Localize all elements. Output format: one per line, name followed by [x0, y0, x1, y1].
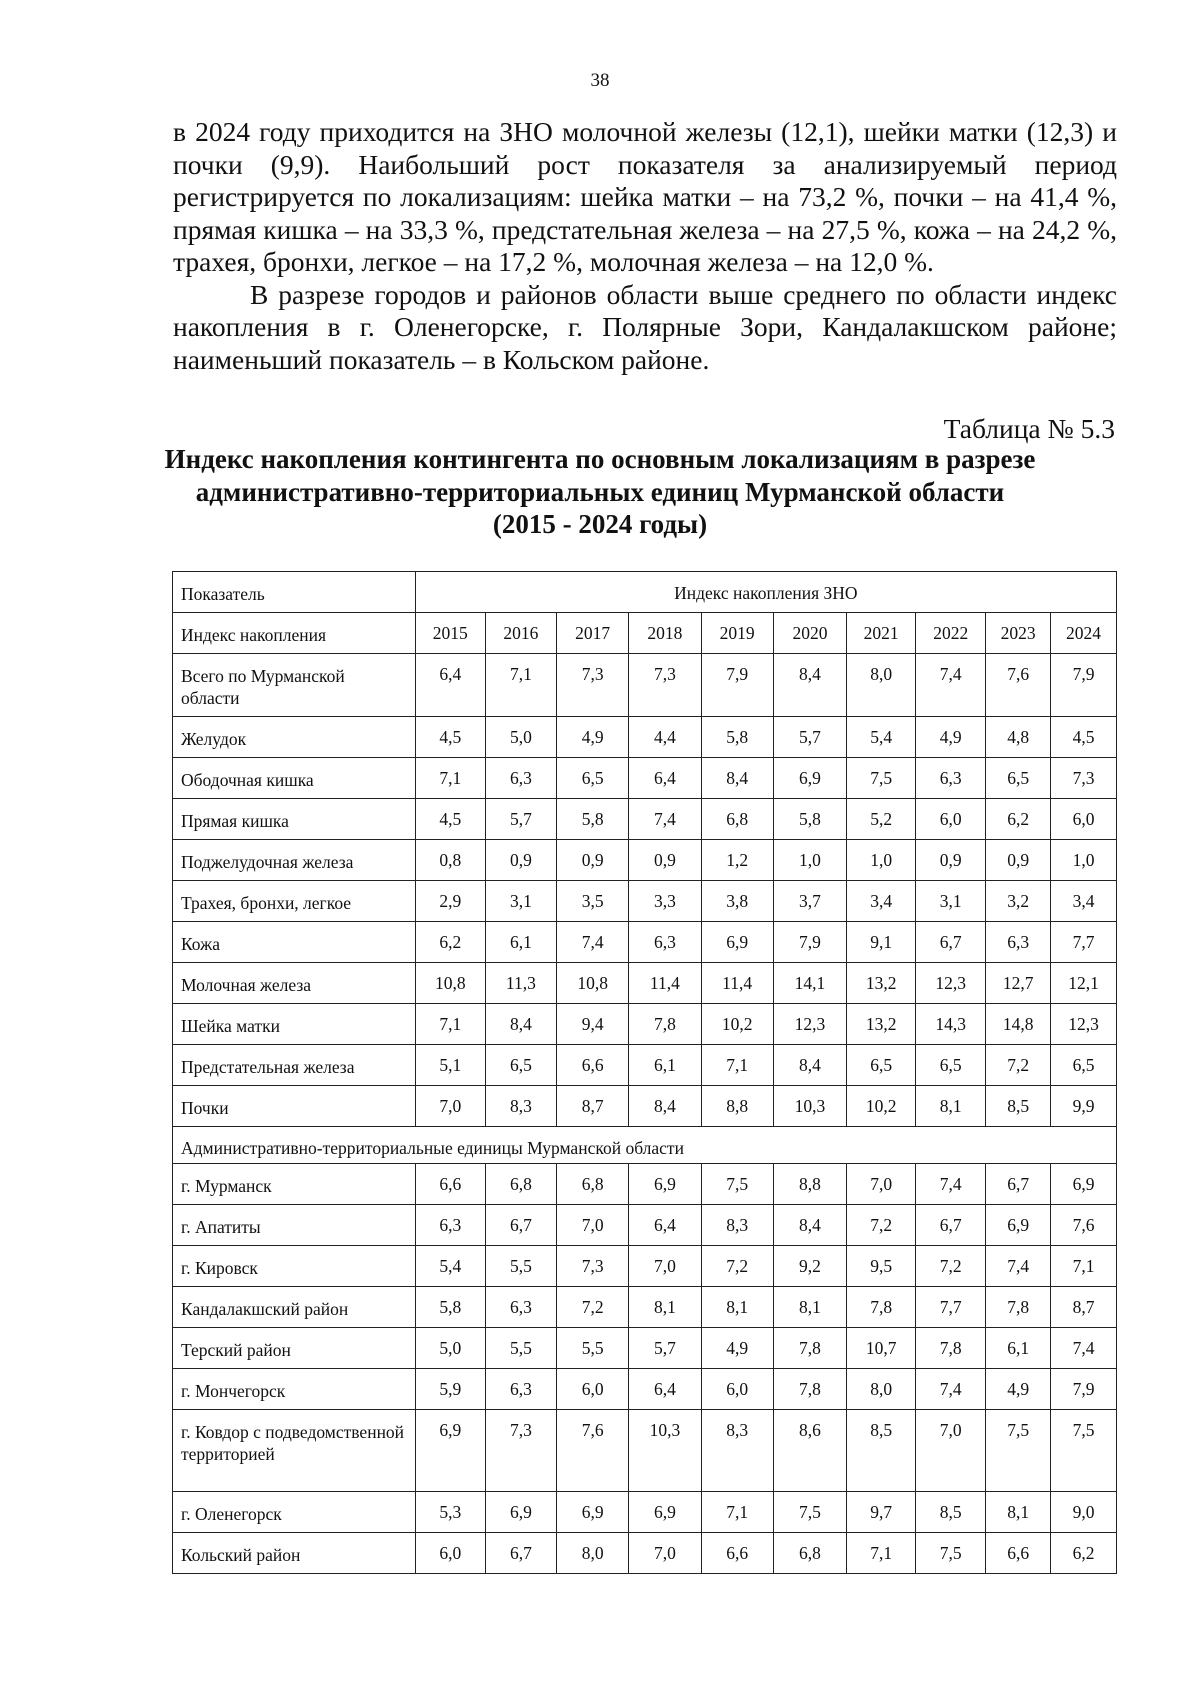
value-cell: 7,8	[986, 1287, 1051, 1328]
value-cell: 6,3	[916, 758, 986, 799]
value-cell: 9,0	[1051, 1492, 1117, 1533]
value-cell: 7,9	[1051, 654, 1117, 717]
value-cell: 6,4	[629, 1369, 701, 1410]
subheader-index-cell: Индекс накопления	[173, 613, 416, 654]
value-cell: 4,9	[916, 717, 986, 758]
value-cell: 2,9	[415, 881, 485, 922]
value-cell: 7,5	[701, 1164, 773, 1205]
value-cell: 7,5	[1051, 1410, 1117, 1492]
value-cell: 7,8	[629, 1004, 701, 1045]
value-cell: 11,3	[485, 963, 556, 1004]
value-cell: 7,8	[847, 1287, 916, 1328]
value-cell: 4,5	[415, 799, 485, 840]
value-cell: 8,5	[847, 1410, 916, 1492]
row-label-cell: Прямая кишка	[173, 799, 416, 840]
value-cell: 3,1	[916, 881, 986, 922]
value-cell: 12,1	[1051, 963, 1117, 1004]
table-title-line-2: административно-территориальных единиц Мурманской области	[195, 476, 1005, 507]
value-cell: 7,8	[916, 1328, 986, 1369]
row-label-cell: Почки	[173, 1086, 416, 1127]
value-cell: 8,3	[485, 1086, 556, 1127]
value-cell: 10,3	[629, 1410, 701, 1492]
row-label-cell: г. Ковдор с подведомственной территорией	[173, 1410, 416, 1492]
value-cell: 6,9	[557, 1492, 629, 1533]
table-row	[173, 1287, 1117, 1328]
section-label-cell: Административно-территориальные единицы Мурманской области	[173, 1127, 1117, 1164]
value-cell: 7,1	[701, 1492, 773, 1533]
value-cell: 6,6	[986, 1533, 1051, 1574]
value-cell: 9,2	[773, 1246, 846, 1287]
value-cell: 6,5	[485, 1045, 556, 1086]
value-cell: 4,9	[701, 1328, 773, 1369]
value-cell: 4,5	[415, 717, 485, 758]
value-cell: 6,5	[916, 1045, 986, 1086]
value-cell: 7,8	[773, 1328, 846, 1369]
value-cell: 5,8	[773, 799, 846, 840]
value-cell: 7,4	[916, 654, 986, 717]
value-cell: 6,6	[557, 1045, 629, 1086]
value-cell: 6,9	[415, 1410, 485, 1492]
value-cell: 6,2	[1051, 1533, 1117, 1574]
row-label-cell: Кольский район	[173, 1533, 416, 1574]
value-cell: 7,6	[1051, 1205, 1117, 1246]
value-cell: 7,4	[629, 799, 701, 840]
value-cell: 11,4	[701, 963, 773, 1004]
year-header-cell: 2023	[986, 613, 1051, 654]
value-cell: 3,5	[557, 881, 629, 922]
value-cell: 3,3	[629, 881, 701, 922]
value-cell: 13,2	[847, 963, 916, 1004]
row-label-cell: Шейка матки	[173, 1004, 416, 1045]
value-cell: 1,0	[847, 840, 916, 881]
table-number: Таблица № 5.3	[943, 413, 1115, 444]
table-row	[173, 1328, 1117, 1369]
row-label-cell: Молочная железа	[173, 963, 416, 1004]
value-cell: 8,1	[986, 1492, 1051, 1533]
value-cell: 0,8	[415, 840, 485, 881]
value-cell: 3,2	[986, 881, 1051, 922]
value-cell: 5,0	[415, 1328, 485, 1369]
paragraph-continuation: в 2024 году приходится на ЗНО молочной железы (12,1), шейки матки (12,3) и почки (9,9). Наибольший рост показателя за анализируемый период регистрируется по локализациям: шейка матки – на 73,2 %, почки – на 41,4 %, прямая кишка – на 33,3 %, предстательная железа – на 27,5 %, кожа – на 24,2 %, трахея, бронхи, легкое – на 17,2 %, молочная железа – на 12,0 %.	[173, 116, 1117, 277]
value-cell: 0,9	[986, 840, 1051, 881]
value-cell: 7,5	[847, 758, 916, 799]
section-header-row	[173, 1127, 1117, 1164]
year-header-cell: 2020	[773, 613, 846, 654]
value-cell: 6,9	[701, 922, 773, 963]
value-cell: 7,1	[485, 654, 556, 717]
table-row	[173, 1533, 1117, 1574]
value-cell: 10,7	[847, 1328, 916, 1369]
value-cell: 3,4	[847, 881, 916, 922]
value-cell: 6,7	[916, 1205, 986, 1246]
value-cell: 0,9	[485, 840, 556, 881]
value-cell: 6,4	[629, 758, 701, 799]
value-cell: 6,4	[629, 1205, 701, 1246]
value-cell: 7,1	[1051, 1246, 1117, 1287]
value-cell: 7,0	[415, 1086, 485, 1127]
value-cell: 7,0	[916, 1410, 986, 1492]
value-cell: 6,7	[986, 1164, 1051, 1205]
table-row	[173, 1246, 1117, 1287]
table-header-row	[173, 572, 1117, 613]
value-cell: 6,7	[485, 1533, 556, 1574]
value-cell: 9,7	[847, 1492, 916, 1533]
value-cell: 7,0	[629, 1533, 701, 1574]
value-cell: 7,3	[557, 1246, 629, 1287]
row-label-cell: Кожа	[173, 922, 416, 963]
value-cell: 7,7	[1051, 922, 1117, 963]
value-cell: 7,4	[986, 1246, 1051, 1287]
year-header-cell: 2021	[847, 613, 916, 654]
year-header-cell: 2024	[1051, 613, 1117, 654]
value-cell: 8,4	[773, 1205, 846, 1246]
table-row	[173, 717, 1117, 758]
paragraph-territories: В разрезе городов и районов области выше среднего по области индекс накопления в г. Оленегорске, г. Полярные Зори, Кандалакшском районе; наименьший показатель – в Кольском районе.	[173, 278, 1117, 375]
value-cell: 6,8	[773, 1533, 846, 1574]
value-cell: 6,1	[629, 1045, 701, 1086]
value-cell: 7,7	[916, 1287, 986, 1328]
value-cell: 5,4	[415, 1246, 485, 1287]
value-cell: 6,8	[701, 799, 773, 840]
value-cell: 8,3	[701, 1410, 773, 1492]
row-label-cell: Поджелудочная железа	[173, 840, 416, 881]
value-cell: 5,5	[557, 1328, 629, 1369]
value-cell: 5,1	[415, 1045, 485, 1086]
value-cell: 6,8	[557, 1164, 629, 1205]
accumulation-index-table	[172, 571, 1117, 1574]
table-row	[173, 1492, 1117, 1533]
value-cell: 8,0	[847, 654, 916, 717]
value-cell: 7,5	[773, 1492, 846, 1533]
value-cell: 9,1	[847, 922, 916, 963]
value-cell: 8,4	[773, 1045, 846, 1086]
value-cell: 8,1	[701, 1287, 773, 1328]
value-cell: 5,3	[415, 1492, 485, 1533]
value-cell: 7,4	[916, 1164, 986, 1205]
value-cell: 5,7	[773, 717, 846, 758]
value-cell: 7,1	[415, 1004, 485, 1045]
table-row	[173, 654, 1117, 717]
value-cell: 7,1	[847, 1533, 916, 1574]
table-row	[173, 1410, 1117, 1492]
value-cell: 10,2	[701, 1004, 773, 1045]
value-cell: 5,5	[485, 1328, 556, 1369]
row-label-cell: Ободочная кишка	[173, 758, 416, 799]
value-cell: 11,4	[629, 963, 701, 1004]
header-indicator-cell: Показатель	[173, 572, 416, 613]
value-cell: 6,3	[485, 758, 556, 799]
row-label-cell: г. Апатиты	[173, 1205, 416, 1246]
value-cell: 0,9	[557, 840, 629, 881]
table-row	[173, 1086, 1117, 1127]
value-cell: 4,4	[629, 717, 701, 758]
value-cell: 7,5	[916, 1533, 986, 1574]
value-cell: 4,9	[986, 1369, 1051, 1410]
value-cell: 5,2	[847, 799, 916, 840]
value-cell: 8,8	[701, 1086, 773, 1127]
row-label-cell: Терский район	[173, 1328, 416, 1369]
table-row	[173, 840, 1117, 881]
value-cell: 1,2	[701, 840, 773, 881]
year-header-cell: 2017	[557, 613, 629, 654]
row-label-cell: г. Оленегорск	[173, 1492, 416, 1533]
value-cell: 7,1	[415, 758, 485, 799]
value-cell: 8,0	[557, 1533, 629, 1574]
value-cell: 5,0	[485, 717, 556, 758]
value-cell: 3,8	[701, 881, 773, 922]
value-cell: 6,2	[986, 799, 1051, 840]
value-cell: 4,9	[557, 717, 629, 758]
value-cell: 8,4	[485, 1004, 556, 1045]
table-row	[173, 1004, 1117, 1045]
value-cell: 7,0	[629, 1246, 701, 1287]
value-cell: 7,4	[916, 1369, 986, 1410]
value-cell: 7,2	[916, 1246, 986, 1287]
value-cell: 5,4	[847, 717, 916, 758]
value-cell: 10,3	[773, 1086, 846, 1127]
value-cell: 1,0	[1051, 840, 1117, 881]
value-cell: 6,9	[773, 758, 846, 799]
value-cell: 6,3	[485, 1369, 556, 1410]
value-cell: 14,8	[986, 1004, 1051, 1045]
value-cell: 10,8	[415, 963, 485, 1004]
value-cell: 7,5	[986, 1410, 1051, 1492]
header-index-span-cell: Индекс накопления ЗНО	[415, 572, 1116, 613]
value-cell: 12,7	[986, 963, 1051, 1004]
value-cell: 8,5	[986, 1086, 1051, 1127]
value-cell: 5,8	[557, 799, 629, 840]
value-cell: 6,0	[415, 1533, 485, 1574]
value-cell: 7,4	[1051, 1328, 1117, 1369]
value-cell: 7,3	[485, 1410, 556, 1492]
value-cell: 10,8	[557, 963, 629, 1004]
value-cell: 7,9	[1051, 1369, 1117, 1410]
body-text	[173, 116, 1117, 376]
row-label-cell: Желудок	[173, 717, 416, 758]
table-row	[173, 799, 1117, 840]
value-cell: 6,9	[485, 1492, 556, 1533]
row-label-cell: г. Мончегорск	[173, 1369, 416, 1410]
value-cell: 7,0	[557, 1205, 629, 1246]
value-cell: 7,6	[986, 654, 1051, 717]
value-cell: 0,9	[916, 840, 986, 881]
value-cell: 8,4	[773, 654, 846, 717]
year-header-cell: 2015	[415, 613, 485, 654]
row-label-cell: Всего по Мурманской области	[173, 654, 416, 717]
value-cell: 7,6	[557, 1410, 629, 1492]
value-cell: 6,9	[629, 1492, 701, 1533]
value-cell: 6,4	[415, 654, 485, 717]
value-cell: 7,4	[557, 922, 629, 963]
row-label-cell: г. Мурманск	[173, 1164, 416, 1205]
value-cell: 7,9	[701, 654, 773, 717]
value-cell: 6,5	[557, 758, 629, 799]
value-cell: 6,7	[485, 1205, 556, 1246]
value-cell: 8,5	[916, 1492, 986, 1533]
value-cell: 9,5	[847, 1246, 916, 1287]
value-cell: 7,3	[629, 654, 701, 717]
value-cell: 9,9	[1051, 1086, 1117, 1127]
row-label-cell: Кандалакшский район	[173, 1287, 416, 1328]
value-cell: 6,0	[557, 1369, 629, 1410]
value-cell: 10,2	[847, 1086, 916, 1127]
value-cell: 6,5	[1051, 1045, 1117, 1086]
value-cell: 6,9	[986, 1205, 1051, 1246]
table-row	[173, 1205, 1117, 1246]
table-row	[173, 1164, 1117, 1205]
value-cell: 6,8	[485, 1164, 556, 1205]
value-cell: 6,1	[986, 1328, 1051, 1369]
year-header-cell: 2019	[701, 613, 773, 654]
table-body	[173, 572, 1117, 1574]
value-cell: 7,2	[986, 1045, 1051, 1086]
value-cell: 6,6	[701, 1533, 773, 1574]
page-number: 38	[590, 70, 610, 91]
value-cell: 6,5	[847, 1045, 916, 1086]
value-cell: 4,8	[986, 717, 1051, 758]
value-cell: 8,7	[557, 1086, 629, 1127]
value-cell: 12,3	[1051, 1004, 1117, 1045]
year-header-cell: 2016	[485, 613, 556, 654]
value-cell: 8,1	[629, 1287, 701, 1328]
value-cell: 6,0	[701, 1369, 773, 1410]
value-cell: 8,1	[916, 1086, 986, 1127]
value-cell: 12,3	[773, 1004, 846, 1045]
value-cell: 6,9	[629, 1164, 701, 1205]
value-cell: 9,4	[557, 1004, 629, 1045]
value-cell: 7,0	[847, 1164, 916, 1205]
value-cell: 5,8	[415, 1287, 485, 1328]
value-cell: 5,5	[485, 1246, 556, 1287]
value-cell: 6,7	[916, 922, 986, 963]
value-cell: 8,7	[1051, 1287, 1117, 1328]
table-row	[173, 922, 1117, 963]
value-cell: 6,9	[1051, 1164, 1117, 1205]
value-cell: 6,0	[1051, 799, 1117, 840]
value-cell: 13,2	[847, 1004, 916, 1045]
value-cell: 6,3	[629, 922, 701, 963]
value-cell: 7,2	[847, 1205, 916, 1246]
row-label-cell: Предстательная железа	[173, 1045, 416, 1086]
year-header-row	[173, 613, 1117, 654]
value-cell: 7,2	[701, 1246, 773, 1287]
table-title-line-1: Индекс накопления контингента по основным локализациям в разрезе	[164, 444, 1036, 474]
value-cell: 6,3	[986, 922, 1051, 963]
value-cell: 6,3	[415, 1205, 485, 1246]
table-row	[173, 758, 1117, 799]
year-header-cell: 2022	[916, 613, 986, 654]
value-cell: 8,0	[847, 1369, 916, 1410]
value-cell: 7,9	[773, 922, 846, 963]
table-row	[173, 963, 1117, 1004]
row-label-cell: Трахея, бронхи, легкое	[173, 881, 416, 922]
value-cell: 3,7	[773, 881, 846, 922]
value-cell: 6,2	[415, 922, 485, 963]
value-cell: 14,3	[916, 1004, 986, 1045]
value-cell: 8,3	[701, 1205, 773, 1246]
table-title-line-3: (2015 - 2024 годы)	[492, 509, 708, 539]
value-cell: 8,4	[701, 758, 773, 799]
value-cell: 7,2	[557, 1287, 629, 1328]
value-cell: 14,1	[773, 963, 846, 1004]
value-cell: 1,0	[773, 840, 846, 881]
value-cell: 0,9	[629, 840, 701, 881]
value-cell: 12,3	[916, 963, 986, 1004]
value-cell: 5,7	[485, 799, 556, 840]
value-cell: 3,4	[1051, 881, 1117, 922]
value-cell: 6,1	[485, 922, 556, 963]
value-cell: 5,8	[701, 717, 773, 758]
value-cell: 6,6	[415, 1164, 485, 1205]
value-cell: 6,0	[916, 799, 986, 840]
value-cell: 6,5	[986, 758, 1051, 799]
value-cell: 8,1	[773, 1287, 846, 1328]
value-cell: 7,1	[701, 1045, 773, 1086]
value-cell: 8,6	[773, 1410, 846, 1492]
value-cell: 7,3	[1051, 758, 1117, 799]
value-cell: 5,7	[629, 1328, 701, 1369]
value-cell: 4,5	[1051, 717, 1117, 758]
value-cell: 6,3	[485, 1287, 556, 1328]
table-title	[120, 443, 1080, 541]
value-cell: 3,1	[485, 881, 556, 922]
row-label-cell: г. Кировск	[173, 1246, 416, 1287]
table-row	[173, 1045, 1117, 1086]
table-row	[173, 1369, 1117, 1410]
value-cell: 5,9	[415, 1369, 485, 1410]
value-cell: 7,3	[557, 654, 629, 717]
value-cell: 8,4	[629, 1086, 701, 1127]
value-cell: 8,8	[773, 1164, 846, 1205]
table-row	[173, 881, 1117, 922]
value-cell: 7,8	[773, 1369, 846, 1410]
year-header-cell: 2018	[629, 613, 701, 654]
